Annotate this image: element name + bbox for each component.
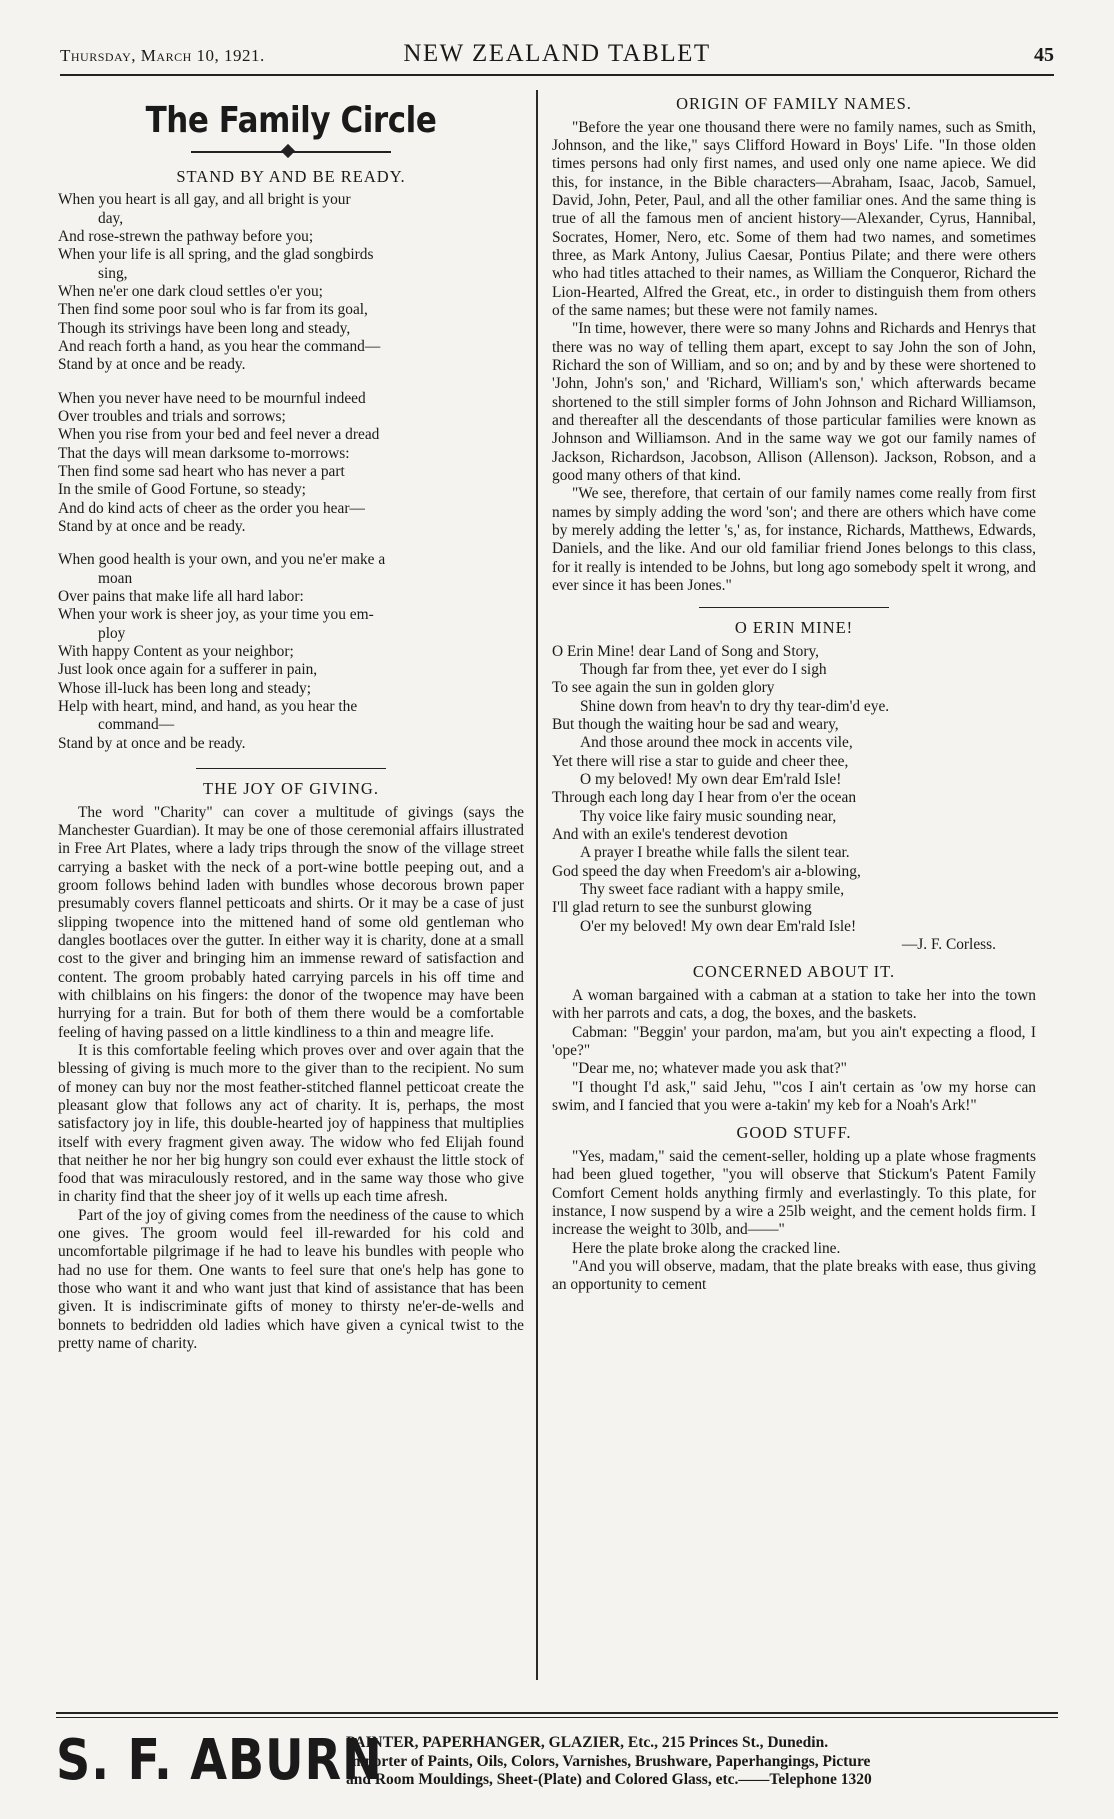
article-paragraph: "And you will observe, madam, that the plate breaks with ease, thus giving an opportunity to cement [552,1257,1036,1294]
stand-by-heading: STAND BY AND BE READY. [176,166,406,186]
poem-line: Stand by at once and be ready. [58,734,246,752]
poem-line: And do kind acts of cheer as the order you hear— [58,499,365,517]
advert-name: S. F. ABURN [56,1728,383,1793]
advert-text [346,1734,1058,1790]
poem-line: God speed the day when Freedom's air a-blowing, [552,862,861,880]
poem-line: Just look once again for a sufferer in pain, [58,661,318,679]
page-number: 45 [1034,44,1054,66]
poem-line: Stand by at once and be ready. [58,518,246,536]
poem-line: Over pains that make life all hard labor: [58,588,304,606]
right-column [552,94,1036,1295]
poem-line: I'll glad return to see the sunburst glowing [552,899,812,917]
poem-line: But though the waiting hour be sad and weary, [552,716,839,734]
article-paragraph: "We see, therefore, that certain of our family names come really from first names by simply adding the word 'son'; and there are others which have come by merely adding the letter 's,' as, for instance, Richards, Matthews, Edwards, Daniels, and the like. And our old familiar friend Jones belongs to this class, for it really is intended to be Johns, but long ago somebody spelt it wrong, and ever since it has been Jones." [552,485,1036,594]
poem-line: day, [98,209,124,227]
left-column [58,94,524,1353]
poem-line: Through each long day I hear from o'er the ocean [552,789,857,807]
column-divider [536,90,538,1680]
poem-line: That the days will mean darksome to-morrows: [58,444,350,462]
poem-line: When you never have need to be mournful indeed [58,389,366,407]
good-stuff-heading: GOOD STUFF. [736,1123,852,1143]
diamond-ornament-icon [281,144,295,158]
article-paragraph: "In time, however, there were so many Johns and Richards and Henrys that there was no way of telling them apart, except to say John the son of John, Richard the son of William, and so on; and by and by these were shortened to 'John, John's son,' and 'Richard, William's son,' which afterwards became shortened to the still simpler forms of John Johnson and Richard Williamson, and thereafter all the descendants of those particular families were known as Johnson and Williamson. And in the same way we got our family names of Jackson, Richardson, Jacobson, Allison (Allenson). Jackson, Robson, and a good many others of that kind. [552,320,1036,484]
poem-line: Though far from thee, yet ever do I sigh [580,661,827,679]
concerned-heading: CONCERNED ABOUT IT. [692,962,896,982]
good-stuff-article [552,1148,1036,1295]
erin-poem [552,643,1036,955]
poem-line: sing, [98,264,128,282]
advert-line: and Room Mouldings, Sheet-(Plate) and Colored Glass, etc.——Telephone 1320 [346,1771,872,1789]
section-rule [699,607,889,608]
poem-line: A prayer I breathe while falls the silent tear. [580,844,850,862]
title-ornament [191,151,391,153]
publication-title: NEW ZEALAND TABLET [403,40,711,67]
poem-line: Thy voice like fairy music sounding near, [580,807,837,825]
poem-line: Stand by at once and be ready. [58,356,246,374]
family-names-heading: ORIGIN OF FAMILY NAMES. [676,94,912,113]
article-paragraph: Part of the joy of giving comes from the neediness of the cause to which one gives. The groom would feel ill-rewarded for his cold and uncomfortable pilgrimage if he had to leave his bundles with people who had no use for them. One wants to feel sure that one's help has gone to those who want it and who want just that kind of assistance that has been given. It is indiscriminate gifts of money to thirsty ne'er-de-wells and bonnets to bedridden old ladies which have given a cynical twist to the pretty name of charity. [58,1206,524,1353]
erin-heading: O ERIN MINE! [734,618,854,638]
family-names-article [552,119,1036,596]
poem-stanza [58,551,524,753]
article-paragraph: A woman bargained with a cabman at a station to take her into the town with her parrots and cats, a dog, the boxes, and the baskets. [552,986,1036,1023]
poem-line: And rose-strewn the pathway before you; [58,228,314,246]
poem-line: O Erin Mine! dear Land of Song and Story, [552,642,819,660]
advertisement [56,1728,1058,1793]
poem-line: Whose ill-luck has been long and steady; [58,679,312,697]
poem-line: O'er my beloved! My own dear Em'rald Isle! [580,917,857,935]
poem-line: Yet there will rise a star to guide and cheer thee, [552,752,849,770]
advert-line: Importer of Paints, Oils, Colors, Varnishes, Brushware, Paperhangings, Picture [346,1752,871,1770]
poem-line: Thy sweet face radiant with a happy smile, [580,881,845,899]
poem-line: O my beloved! My own dear Em'rald Isle! [580,771,842,789]
poem-line: And reach forth a hand, as you hear the command— [58,338,381,356]
poem-line: Then find some poor soul who is far from its goal, [58,301,368,319]
poem-line: ploy [98,624,126,642]
poem-line: When your work is sheer joy, as your time you em- [58,606,374,624]
article-paragraph: "Yes, madam," said the cement-seller, holding up a plate whose fragments had been glued together, "you will observe that Stickum's Patent Family Comfort Cement holds anything firmly and everlastingly. To this plate, for instance, I now suspend by a wire a 25lb weight, and the cement holds firm. I increase the weight to 30lb, and——" [552,1147,1036,1239]
poem-line: command— [98,716,175,734]
concerned-article [552,987,1036,1115]
joy-of-giving-heading: THE JOY OF GIVING. [203,778,379,798]
poem-line: To see again the sun in golden glory [552,679,775,697]
article-paragraph: The word "Charity" can cover a multitude of givings (says the Manchester Guardian). It may be one of those ceremonial affairs illustrated in Free Art Plates, where a lady trips through the snow of the village street carrying a basket with the neck of a port-wine bottle peeping out, and a groom follows behind laden with bundles whose decorous brown paper presumably covers flannel petticoats and shirts. Or it may be a case of just slipping twopence into the mittened hand of some old gentleman who dangles bootlaces over the gutter. In either way it is charity, done at a small cost to the giver and bringing him an immense reward of satisfaction and content. The groom probably hated carrying parcels in his off time and with chilblains on his fingers: the donor of the twopence may have been hurrying for a train. But for both of them there would be a comfortable feeling of having passed on a little kindliness to a thin and meagre life. [58,803,524,1041]
advert-line: PAINTER, PAPERHANGER, GLAZIER, Etc., 215 Princes St., Dunedin. [346,1734,829,1751]
article-paragraph: "I thought I'd ask," said Jehu, "'cos I ain't certain as 'ow my horse can swim, and I fancied that you were a-takin' my keb for a Noah's Ark!" [552,1078,1036,1114]
poem-line: And those around thee mock in accents vile, [580,734,853,752]
poem-line: In the smile of Good Fortune, so steady; [58,481,306,499]
poem-line: Over troubles and trials and sorrows; [58,408,286,426]
poem-line: Help with heart, mind, and hand, as you hear the [58,697,358,715]
poem-line: When you rise from your bed and feel never a dread [58,426,380,444]
poem-line: Then find some sad heart who has never a part [58,463,345,481]
poem-line: When your life is all spring, and the glad songbirds [58,246,374,264]
article-paragraph: It is this comfortable feeling which proves over and over again that the blessing of giving is much more to the giver than to the recipient. No sum of money can buy nor the most feather-stitched flannel petticoat create the pleasant glow that follows any act of charity. It is, perhaps, the most satisfactory joy in life, this double-hearted joy of happiness that multiplies itself with every fragment given away. The widow who fed Elijah found that neither he nor her big hungry son could ever exhaust the little stock of food that was miraculously restored, and in the same way those who give in charity find that the sheer joy of it wells up each time afresh. [58,1041,524,1206]
article-paragraph: Cabman: "Beggin' your pardon, ma'am, but you ain't expecting a flood, I 'ope?" [552,1023,1036,1059]
poem-line: Shine down from heav'n to dry thy tear-dim'd eye. [580,697,890,715]
masthead [60,40,1054,76]
poem-line: When you heart is all gay, and all bright is your [58,191,351,209]
advert-top-rule [56,1712,1058,1714]
poem-line: When ne'er one dark cloud settles o'er you; [58,283,323,301]
section-rule [196,768,386,769]
issue-date: Thursday, March 10, 1921. [60,46,265,65]
stand-by-poem [58,191,524,753]
poem-line: And with an exile's tenderest devotion [552,826,788,844]
article-paragraph: Here the plate broke along the cracked line. [572,1239,841,1257]
poem-line: Though its strivings have been long and steady, [58,319,351,337]
article-paragraph: "Dear me, no; whatever made you ask that?" [572,1060,847,1078]
poem-stanza [58,191,524,374]
article-paragraph: "Before the year one thousand there were no family names, such as Smith, Johnson, and the like," says Clifford Howard in Boys' Life. "In those olden times persons had only first names, and used only one name apiece. We did this, for instance, in the Bible characters—Abraham, Isaac, Jacob, Samuel, David, John, Peter, Paul, and all the other familiar ones. And the same thing is true of all the famous men of ancient history—Alexander, Cyrus, Hannibal, Socrates, Homer, Nero, etc. Some of them had two names, and sometimes three, as Mark Antony, Julius Caesar, Pontius Pilate; and there were others who had titles attached to their names, as William the Conqueror, Richard the Lion-Hearted, Alfred the Great, etc., in order to distinguish them from others of the same names; but these were not family names. [552,118,1036,319]
poem-line: When good health is your own, and you ne'er make a [58,551,386,569]
poem-signature: —J. F. Corless. [901,936,996,954]
joy-of-giving-article [58,804,524,1354]
section-title: The Family Circle [145,100,437,141]
advert-top-rule-thin [56,1717,1058,1718]
poem-stanza [58,390,524,537]
poem-line: With happy Content as your neighbor; [58,643,294,660]
poem-line: moan [98,569,133,587]
